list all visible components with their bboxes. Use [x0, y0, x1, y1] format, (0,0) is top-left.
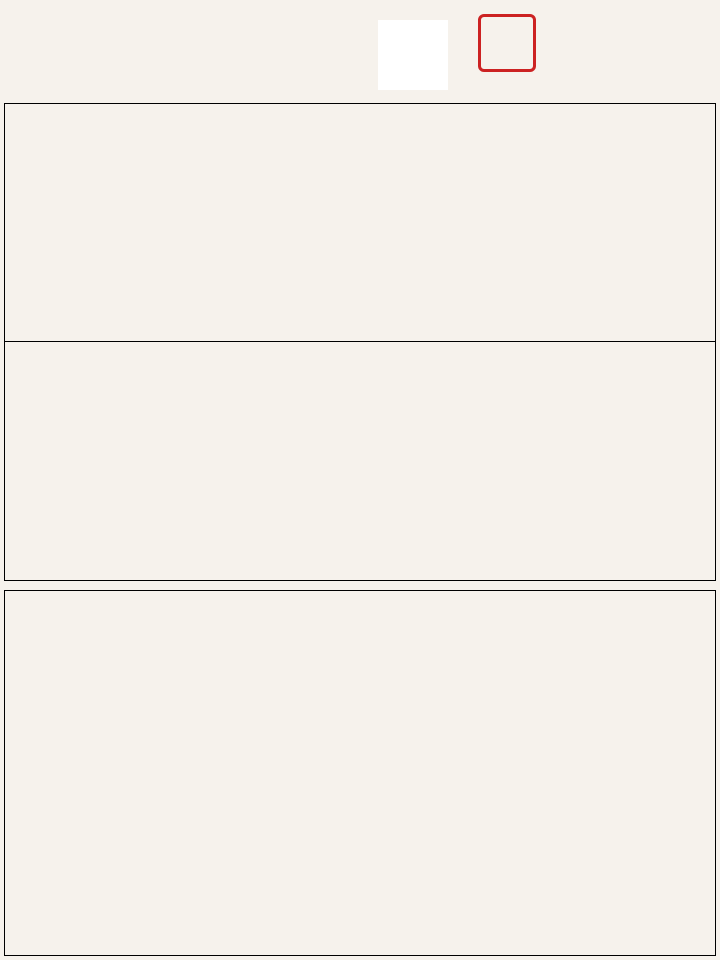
annual-luck-table [4, 590, 716, 956]
dai-van-table [4, 341, 716, 581]
red-seal-stamp [478, 14, 536, 72]
qr-code-icon [378, 20, 448, 90]
four-pillars-table [4, 103, 716, 342]
